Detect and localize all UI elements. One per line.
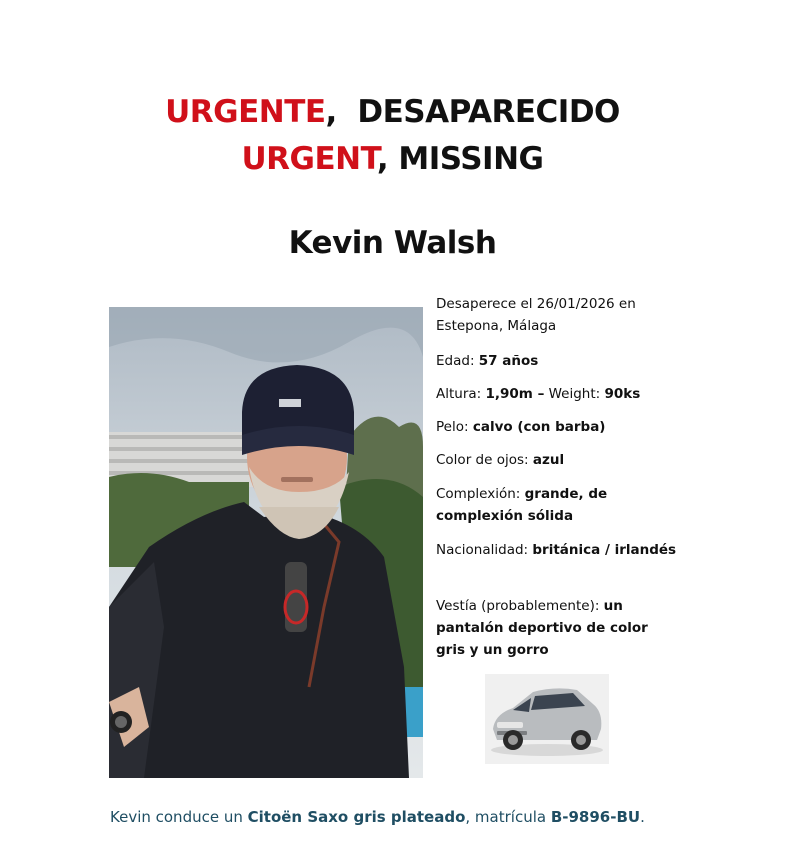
missing-word-en: , MISSING	[376, 141, 544, 177]
person-name: Kevin Walsh	[288, 225, 497, 261]
nationality-info: Nacionalidad: británica / irlandés	[436, 542, 677, 558]
silver-hatchback-car	[485, 674, 609, 764]
clothing-value: un pantalón deportivo de color gris y un gorro	[436, 598, 648, 658]
urgent-word-en: URGENT	[241, 141, 377, 177]
weight-value: 90ks	[604, 386, 641, 402]
age-info: Edad: 57 años	[436, 353, 539, 369]
car-model: Citoën Saxo gris plateado	[247, 808, 466, 826]
height-value: 1,90m –	[485, 386, 545, 402]
age-value: 57 años	[478, 353, 539, 369]
eye-color-info: Color de ojos: azul	[436, 452, 565, 468]
urgent-word-es: URGENTE	[165, 94, 326, 130]
build-info: Complexión: grande, de complexión sólida	[436, 486, 608, 524]
hair-info: Pelo: calvo (con barba)	[436, 419, 606, 435]
headline-english	[0, 141, 785, 177]
missing-person-photo	[109, 307, 423, 778]
nationality-value: británica / irlandés	[532, 542, 677, 558]
disappeared-info: Desaperece el 26/01/2026 en Estepona, Málaga	[436, 296, 636, 334]
missing-word-es: , DESAPARECIDO	[325, 94, 620, 130]
hair-value: calvo (con barba)	[472, 419, 606, 435]
height-weight-info: Altura: 1,90m – Weight: 90ks	[436, 386, 641, 402]
car-info-footer: Kevin conduce un Citoën Saxo gris plateado, matrícula B-9896-BU.	[110, 808, 645, 826]
headline-spanish	[0, 94, 785, 130]
eye-color-value: azul	[532, 452, 565, 468]
license-plate: B-9896-BU	[550, 808, 641, 826]
clothing-info: Vestía (probablemente): un pantalón deportivo de color gris y un gorro	[436, 598, 648, 658]
build-value: grande, de complexión sólida	[436, 486, 608, 524]
